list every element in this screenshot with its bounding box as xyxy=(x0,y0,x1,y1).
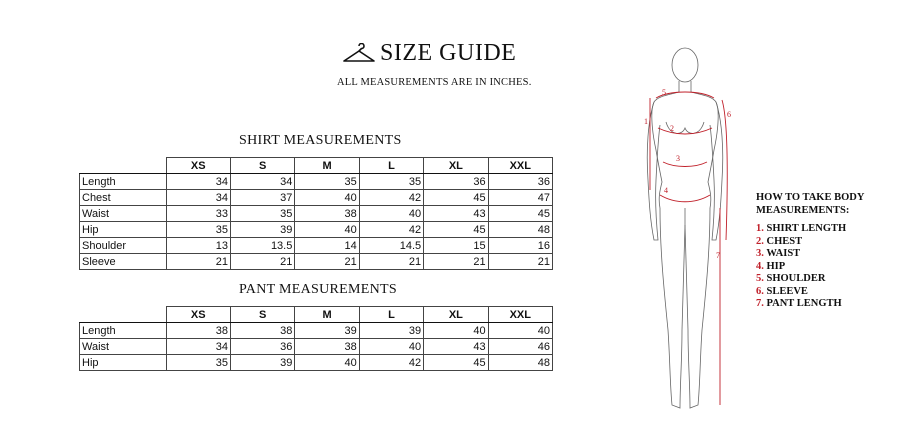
table-cell: 37 xyxy=(230,190,294,206)
table-cell: 35 xyxy=(295,174,359,190)
table-cell: 40 xyxy=(359,339,423,355)
table-cell: 15 xyxy=(424,238,488,254)
table-row xyxy=(80,206,553,222)
table-cell: 36 xyxy=(230,339,294,355)
instructions-heading-line2: MEASUREMENTS: xyxy=(756,204,850,216)
shirt-table-title: SHIRT MEASUREMENTS xyxy=(239,133,402,148)
table-cell: 13 xyxy=(166,238,230,254)
column-header: M xyxy=(295,307,359,323)
row-label: Length xyxy=(80,323,167,339)
list-item: 1. SHIRT LENGTH xyxy=(756,223,847,234)
marker-6: 6 xyxy=(727,110,731,119)
row-label: Hip xyxy=(80,355,167,371)
table-cell: 14 xyxy=(295,238,359,254)
table-cell: 21 xyxy=(166,254,230,270)
table-cell: 34 xyxy=(166,339,230,355)
table-row xyxy=(80,355,553,371)
table-cell: 35 xyxy=(230,206,294,222)
table-cell: 40 xyxy=(359,206,423,222)
table-cell: 16 xyxy=(488,238,552,254)
table-cell: 36 xyxy=(424,174,488,190)
column-header: XS xyxy=(166,158,230,174)
pant-table-title: PANT MEASUREMENTS xyxy=(239,282,397,297)
table-cell: 14.5 xyxy=(359,238,423,254)
instructions-list xyxy=(756,223,864,311)
table-row xyxy=(80,190,553,206)
table-cell: 48 xyxy=(488,222,552,238)
list-item: 6. SLEEVE xyxy=(756,285,808,297)
row-label: Waist xyxy=(80,206,167,222)
table-cell: 43 xyxy=(424,206,488,222)
table-row xyxy=(80,323,553,339)
column-header: M xyxy=(295,158,359,174)
table-cell: 38 xyxy=(166,323,230,339)
page-title xyxy=(342,40,516,66)
column-header: XXL xyxy=(488,158,552,174)
table-cell: 40 xyxy=(295,190,359,206)
column-header: L xyxy=(359,158,423,174)
corner-cell xyxy=(80,158,167,174)
table-cell: 21 xyxy=(230,254,294,270)
table-cell: 38 xyxy=(230,323,294,339)
table-cell: 33 xyxy=(166,206,230,222)
table-row xyxy=(80,238,553,254)
corner-cell xyxy=(80,307,167,323)
body-figure-illustration xyxy=(630,40,740,420)
table-cell: 45 xyxy=(424,355,488,371)
column-header: S xyxy=(230,158,294,174)
marker-3: 3 xyxy=(676,154,680,163)
row-label: Waist xyxy=(80,339,167,355)
column-header: S xyxy=(230,307,294,323)
table-cell: 21 xyxy=(424,254,488,270)
table-cell: 38 xyxy=(295,206,359,222)
table-cell: 45 xyxy=(424,222,488,238)
table-cell: 36 xyxy=(488,174,552,190)
table-cell: 43 xyxy=(424,339,488,355)
column-header: XL xyxy=(424,158,488,174)
table-cell: 34 xyxy=(166,190,230,206)
list-item: 3. WAIST xyxy=(756,248,801,259)
row-label: Shoulder xyxy=(80,238,167,254)
table-header-row xyxy=(80,307,553,323)
row-label: Length xyxy=(80,174,167,190)
hanger-icon xyxy=(342,43,376,63)
measurement-instructions xyxy=(756,192,864,311)
table-cell: 40 xyxy=(488,323,552,339)
table-row xyxy=(80,339,553,355)
table-cell: 35 xyxy=(166,355,230,371)
table-cell: 42 xyxy=(359,190,423,206)
column-header: L xyxy=(359,307,423,323)
list-item: 2. CHEST xyxy=(756,235,803,247)
marker-1: 1 xyxy=(644,117,648,126)
table-cell: 40 xyxy=(295,355,359,371)
table-cell: 13.5 xyxy=(230,238,294,254)
table-cell: 35 xyxy=(359,174,423,190)
row-label: Chest xyxy=(80,190,167,206)
table-cell: 21 xyxy=(359,254,423,270)
marker-2: 2 xyxy=(670,124,674,133)
instructions-heading-line1: HOW TO TAKE BODY xyxy=(756,192,865,203)
column-header: XL xyxy=(424,307,488,323)
table-cell: 47 xyxy=(488,190,552,206)
table-cell: 21 xyxy=(488,254,552,270)
table-cell: 39 xyxy=(359,323,423,339)
table-cell: 21 xyxy=(295,254,359,270)
table-cell: 39 xyxy=(295,323,359,339)
table-cell: 42 xyxy=(359,355,423,371)
list-item: 7. PANT LENGTH xyxy=(756,298,842,309)
table-row xyxy=(80,222,553,238)
table-cell: 45 xyxy=(424,190,488,206)
table-cell: 40 xyxy=(295,222,359,238)
list-item: 4. HIP xyxy=(756,260,786,272)
marker-7: 7 xyxy=(716,251,720,260)
table-cell: 34 xyxy=(166,174,230,190)
table-cell: 42 xyxy=(359,222,423,238)
table-cell: 48 xyxy=(488,355,552,371)
table-cell: 38 xyxy=(295,339,359,355)
table-row xyxy=(80,254,553,270)
marker-5: 5 xyxy=(662,88,666,97)
title-text: SIZE GUIDE xyxy=(380,39,517,66)
shirt-size-table xyxy=(79,157,553,270)
row-label: Sleeve xyxy=(80,254,167,270)
table-cell: 34 xyxy=(230,174,294,190)
list-item: 5. SHOULDER xyxy=(756,273,826,284)
row-label: Hip xyxy=(80,222,167,238)
table-cell: 45 xyxy=(488,206,552,222)
table-cell: 39 xyxy=(230,355,294,371)
column-header: XS xyxy=(166,307,230,323)
column-header: XXL xyxy=(488,307,552,323)
table-cell: 35 xyxy=(166,222,230,238)
table-row xyxy=(80,174,553,190)
table-cell: 46 xyxy=(488,339,552,355)
table-cell: 39 xyxy=(230,222,294,238)
pant-size-table xyxy=(79,306,553,371)
subtitle: ALL MEASUREMENTS ARE IN INCHES. xyxy=(337,77,532,88)
table-header-row xyxy=(80,158,553,174)
marker-4: 4 xyxy=(664,186,668,195)
table-cell: 40 xyxy=(424,323,488,339)
